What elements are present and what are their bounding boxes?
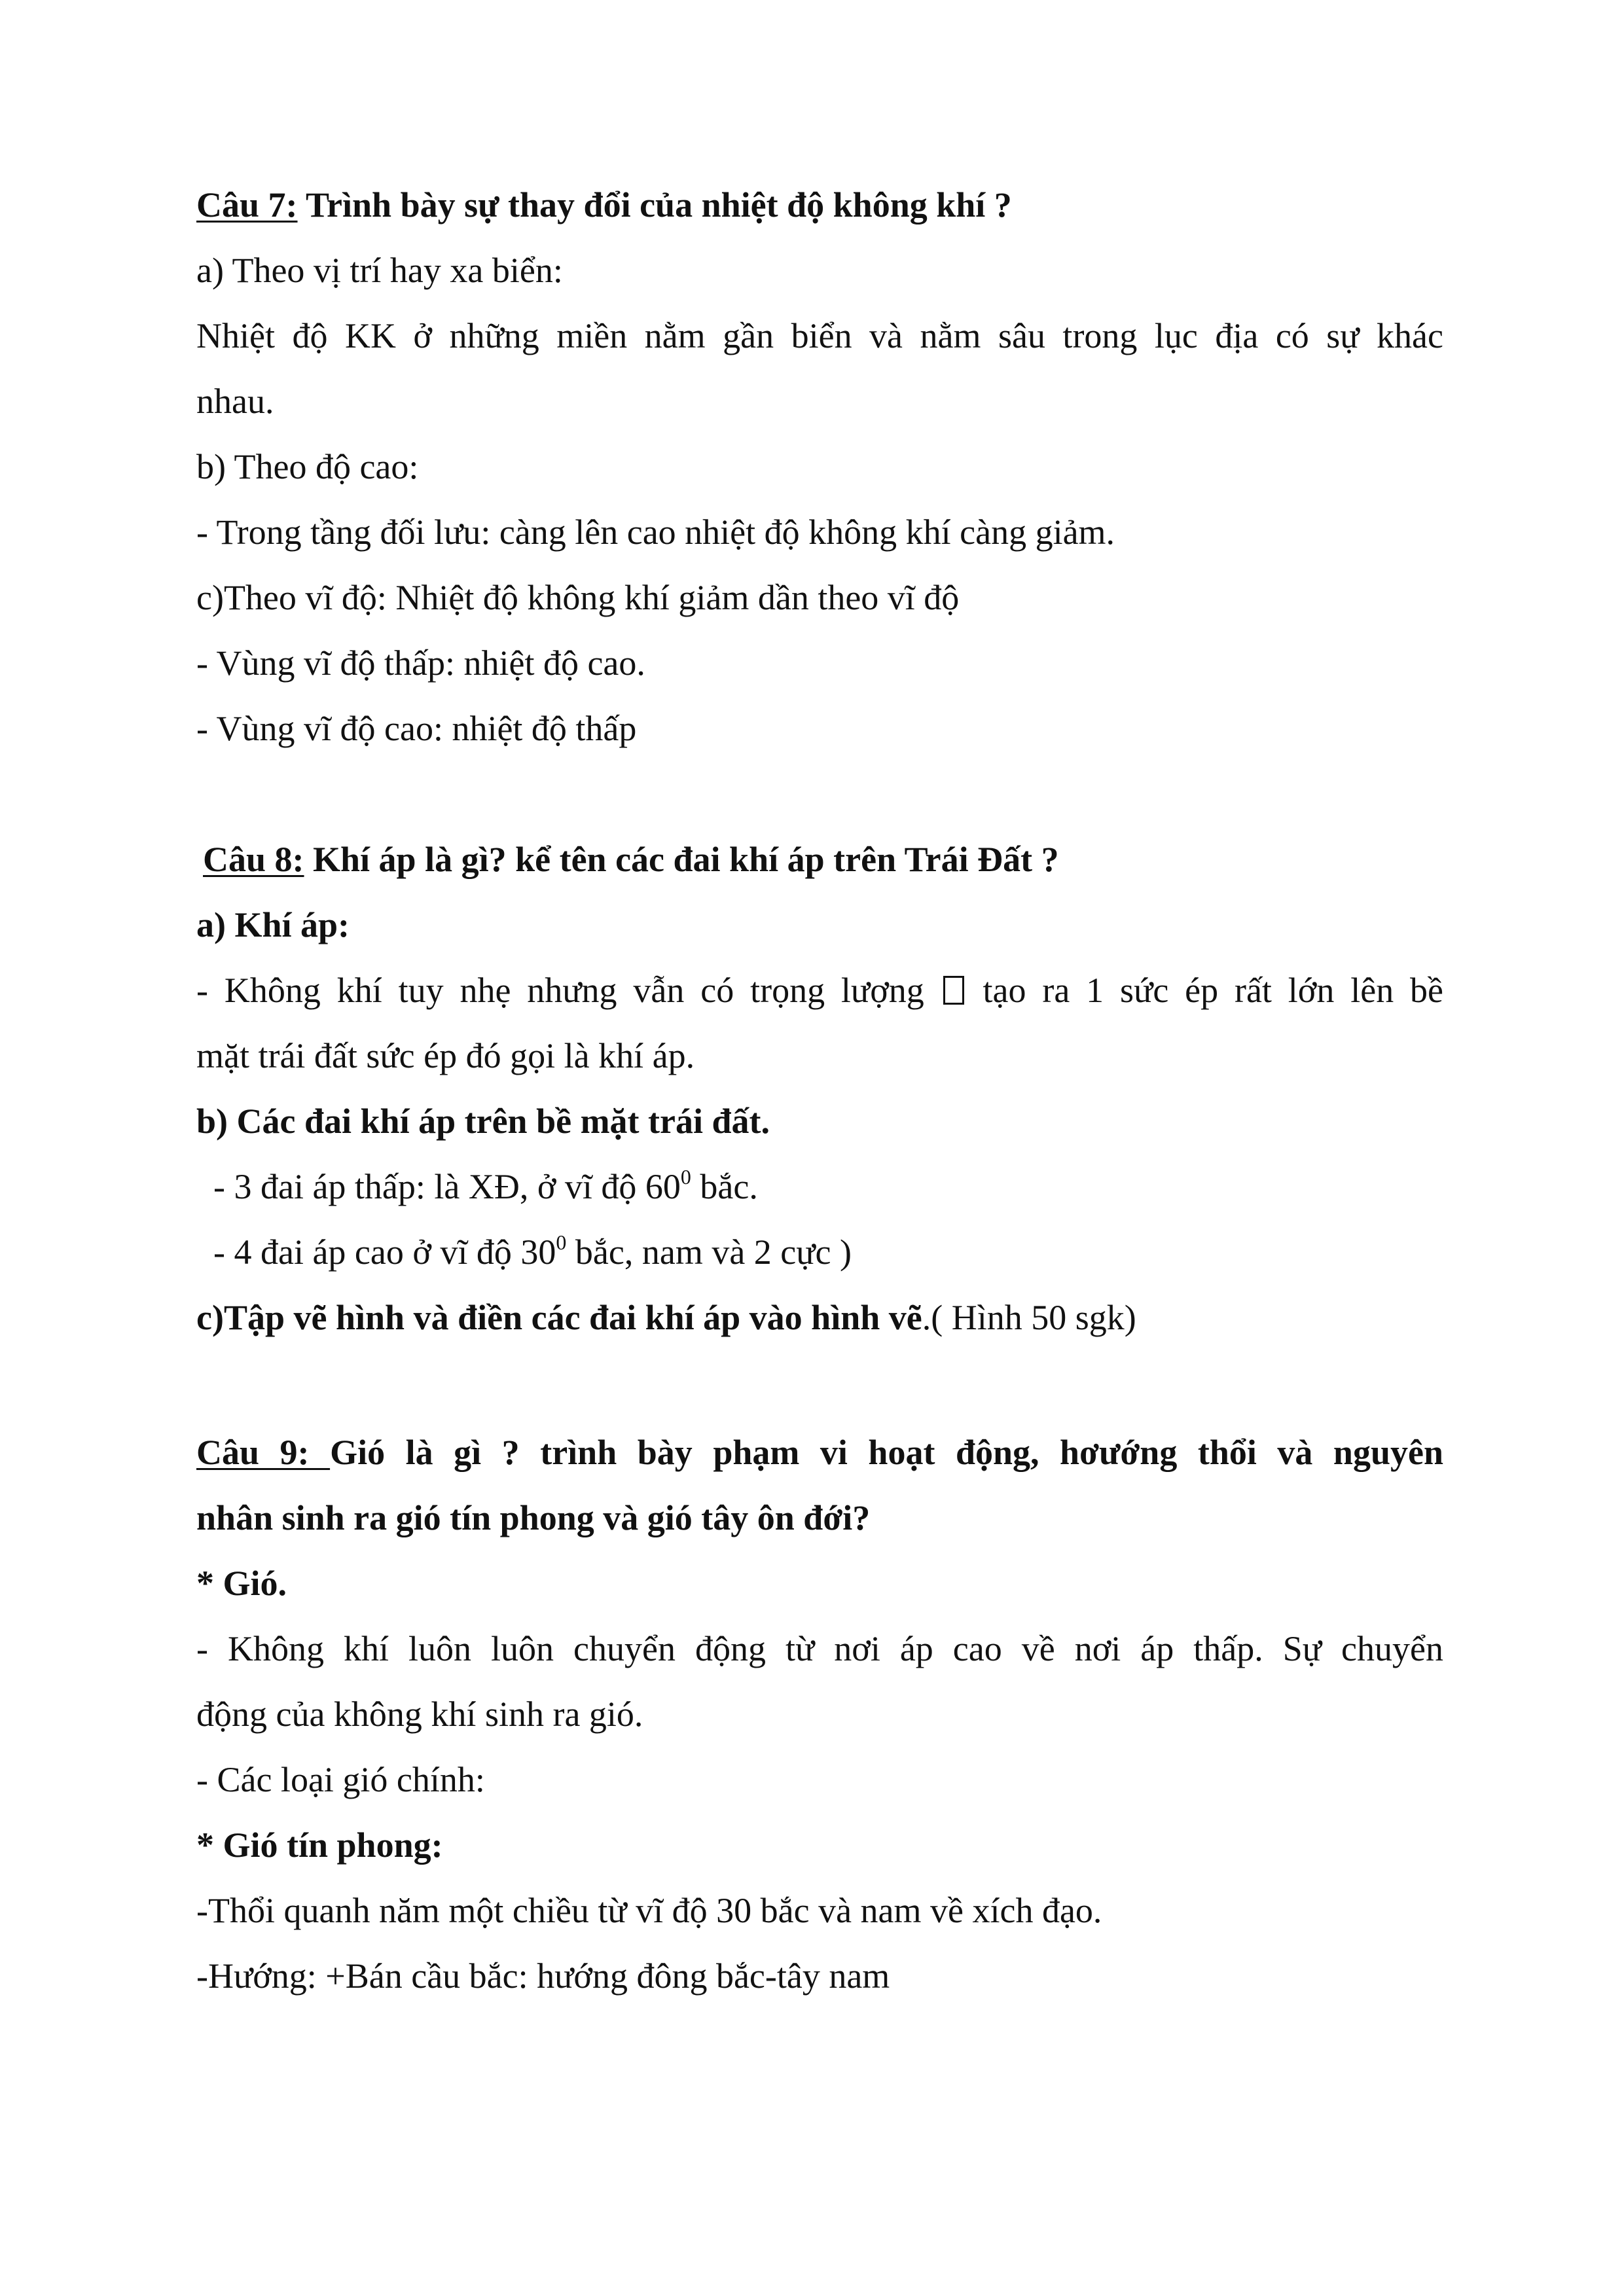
q8-low-text-end: bắc.	[691, 1167, 758, 1206]
q8-high-text-end: bắc, nam và 2 cực )	[566, 1232, 852, 1272]
q9-heading-1	[196, 1435, 1443, 1470]
q9-wind-types: - Các loại gió chính:	[196, 1760, 485, 1799]
q8-heading	[203, 842, 1059, 877]
q8-a-text-1	[196, 973, 1443, 1008]
q8-c-reference: .( Hình 50 sgk)	[922, 1298, 1136, 1337]
q9-wind-heading: * Gió.	[196, 1564, 287, 1603]
q8-a-text-1a: - Không khí tuy nhẹ nhưng vẫn có trọng lượng	[196, 971, 924, 1010]
q8-high-text: - 4 đai áp cao ở vĩ độ 30	[213, 1232, 556, 1272]
q9-heading-2: nhân sinh ra gió tín phong và gió tây ôn đới?	[196, 1498, 871, 1537]
q7-heading	[196, 187, 1012, 223]
q8-c-heading: c)Tập vẽ hình và điền các đai khí áp vào hình vẽ	[196, 1298, 922, 1337]
q9-wind-text-2: động của không khí sinh ra gió.	[196, 1695, 643, 1734]
q7-c-low: - Vùng vĩ độ thấp: nhiệt độ cao.	[196, 643, 645, 683]
q8-label: Câu 8:	[203, 840, 304, 879]
q9-label: Câu 9:	[196, 1433, 331, 1472]
q7-c-heading: c)Theo vĩ độ: Nhiệt độ không khí giảm dần theo vĩ độ	[196, 578, 960, 617]
q9-wind-text-1: - Không khí luôn luôn chuyển động từ nơi áp cao về nơi áp thấp. Sự chuyển	[196, 1629, 1443, 1668]
q8-b-heading: b) Các đai khí áp trên bề mặt trái đất.	[196, 1102, 770, 1141]
q7-b-heading: b) Theo độ cao:	[196, 447, 419, 486]
q8-low-pressure-belts	[213, 1165, 758, 1206]
q9-title-1: Gió là gì ? trình bày phạm vi hoạt động, hơướng thổi và nguyên	[330, 1433, 1444, 1472]
q9-trade-wind-heading: * Gió tín phong:	[196, 1825, 443, 1865]
missing-glyph-box-icon	[943, 976, 964, 1005]
q8-a-text-2: mặt trái đất sức ép đó gọi là khí áp.	[196, 1036, 695, 1075]
q7-a-text-2: nhau.	[196, 382, 274, 421]
q8-title: Khí áp là gì? kể tên các đai khí áp trên Trái Đất ?	[304, 840, 1059, 879]
q8-c-line	[196, 1300, 1136, 1335]
q7-b-text: - Trong tầng đối lưu: càng lên cao nhiệt độ không khí càng giảm.	[196, 512, 1115, 552]
q8-high-degree: 0	[556, 1230, 567, 1254]
q8-high-pressure-belts	[213, 1230, 852, 1272]
q8-a-heading: a) Khí áp:	[196, 905, 350, 944]
q7-a-heading: a) Theo vị trí hay xa biển:	[196, 251, 563, 290]
q7-title: Trình bày sự thay đổi của nhiệt độ không khí ?	[297, 185, 1012, 224]
q8-low-degree: 0	[680, 1165, 691, 1189]
q7-a-text-1: Nhiệt độ KK ở những miền nằm gần biển và nằm sâu trong lục địa có sự khác	[196, 316, 1443, 355]
q8-a-text-1b: tạo ra 1 sức ép rất lớn lên bề	[983, 971, 1444, 1010]
q9-trade-wind-direction: -Hướng: +Bán cầu bắc: hướng đông bắc-tây nam	[196, 1956, 890, 1996]
q7-c-high: - Vùng vĩ độ cao: nhiệt độ thấp	[196, 709, 637, 748]
q7-label: Câu 7:	[196, 185, 298, 224]
q9-trade-wind-text: -Thổi quanh năm một chiều từ vĩ độ 30 bắc và nam về xích đạo.	[196, 1891, 1102, 1930]
q8-low-text: - 3 đai áp thấp: là XĐ, ở vĩ độ 60	[213, 1167, 681, 1206]
